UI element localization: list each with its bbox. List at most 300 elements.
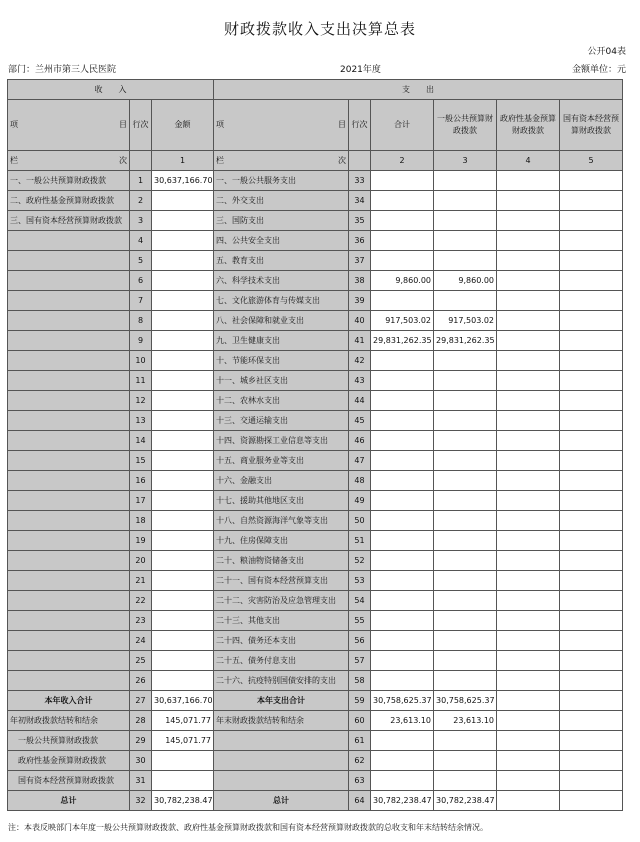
income-item-label	[8, 291, 130, 311]
expense-total	[371, 651, 434, 671]
expense-capital-budget	[560, 511, 623, 531]
expense-total	[371, 471, 434, 491]
income-line-blank	[130, 151, 152, 171]
expense-line-no: 50	[349, 511, 371, 531]
income-item-label	[8, 571, 130, 591]
income-item-label	[8, 371, 130, 391]
expense-fund-budget	[497, 491, 560, 511]
expense-item-label: 十三、交通运输支出	[214, 411, 349, 431]
income-line-no: 11	[130, 371, 152, 391]
expense-item-label: 十八、自然资源海洋气象等支出	[214, 511, 349, 531]
expense-general-budget: 30,758,625.37	[434, 691, 497, 711]
table-row	[8, 331, 623, 351]
expense-line-no: 35	[349, 211, 371, 231]
income-item-label: 二、政府性基金预算财政拨款	[8, 191, 130, 211]
income-summary-label: 政府性基金预算财政拨款	[8, 751, 130, 771]
income-item-label	[8, 431, 130, 451]
income-line-no: 15	[130, 451, 152, 471]
expense-item-label: 十、节能环保支出	[214, 351, 349, 371]
summary-row	[8, 791, 623, 811]
expense-fund-budget	[497, 211, 560, 231]
table-row	[8, 171, 623, 191]
expense-line-no: 48	[349, 471, 371, 491]
income-amount	[152, 291, 214, 311]
expense-fund-budget	[497, 671, 560, 691]
expense-general-budget	[434, 431, 497, 451]
expense-item-label: 二十二、灾害防治及应急管理支出	[214, 591, 349, 611]
income-amount	[152, 551, 214, 571]
income-amount	[152, 331, 214, 351]
expense-line-no: 64	[349, 791, 371, 811]
income-line-no-header: 行次	[130, 100, 152, 151]
income-item-label	[8, 651, 130, 671]
expense-general-budget	[434, 231, 497, 251]
expense-line-no: 38	[349, 271, 371, 291]
table-row	[8, 531, 623, 551]
income-amount	[152, 491, 214, 511]
expense-line-no: 55	[349, 611, 371, 631]
table-row	[8, 671, 623, 691]
total-header: 合计	[371, 100, 434, 151]
table-row	[8, 511, 623, 531]
group-header-row	[8, 80, 623, 100]
expense-general-budget	[434, 591, 497, 611]
table-body	[8, 171, 623, 811]
expense-line-no: 63	[349, 771, 371, 791]
expense-capital-budget	[560, 431, 623, 451]
income-line-no: 9	[130, 331, 152, 351]
income-line-no: 17	[130, 491, 152, 511]
income-amount	[152, 751, 214, 771]
expense-fund-budget	[497, 311, 560, 331]
expense-line-no: 37	[349, 251, 371, 271]
expense-fund-budget	[497, 731, 560, 751]
income-line-no: 29	[130, 731, 152, 751]
income-group-header: 收 入	[8, 80, 214, 100]
table-row	[8, 371, 623, 391]
column-number-row	[8, 151, 623, 171]
expense-general-budget	[434, 211, 497, 231]
expense-total	[371, 611, 434, 631]
income-line-no: 19	[130, 531, 152, 551]
expense-line-no: 39	[349, 291, 371, 311]
income-line-no: 30	[130, 751, 152, 771]
expense-total	[371, 291, 434, 311]
expense-total: 917,503.02	[371, 311, 434, 331]
income-amount	[152, 431, 214, 451]
table-row	[8, 451, 623, 471]
income-line-no: 22	[130, 591, 152, 611]
income-line-no: 2	[130, 191, 152, 211]
expense-general-budget	[434, 471, 497, 491]
income-amount	[152, 531, 214, 551]
expense-capital-budget	[560, 591, 623, 611]
expense-line-blank	[349, 151, 371, 171]
income-line-no: 26	[130, 671, 152, 691]
expense-line-no: 54	[349, 591, 371, 611]
table-row	[8, 251, 623, 271]
form-code: 公开04表	[587, 47, 626, 57]
income-amount	[152, 271, 214, 291]
expense-item-label: 二、外交支出	[214, 191, 349, 211]
income-summary-label: 本年收入合计	[8, 691, 130, 711]
expense-total	[371, 451, 434, 471]
expense-general-budget	[434, 291, 497, 311]
income-amount	[152, 391, 214, 411]
expense-item-label: 二十五、债务付息支出	[214, 651, 349, 671]
expense-line-no: 57	[349, 651, 371, 671]
footnote: 注：本表反映部门本年度一般公共预算财政拨款、政府性基金预算财政拨款和国有资本经营预算财政拨款的总收支和年末结转结余情况。	[8, 823, 488, 832]
expense-item-label: 十二、农林水支出	[214, 391, 349, 411]
expense-line-no: 44	[349, 391, 371, 411]
income-amount: 145,071.77	[152, 711, 214, 731]
expense-fund-budget	[497, 431, 560, 451]
expense-fund-budget	[497, 171, 560, 191]
expense-line-no: 51	[349, 531, 371, 551]
expense-general-budget	[434, 771, 497, 791]
income-line-no: 3	[130, 211, 152, 231]
expense-fund-budget	[497, 291, 560, 311]
expense-line-no: 59	[349, 691, 371, 711]
expense-fund-budget	[497, 411, 560, 431]
expense-fund-budget	[497, 451, 560, 471]
expense-summary-label	[214, 751, 349, 771]
income-amount	[152, 671, 214, 691]
income-item-label	[8, 551, 130, 571]
expense-col-label: 栏 次	[214, 151, 349, 171]
income-amount	[152, 591, 214, 611]
income-line-no: 6	[130, 271, 152, 291]
income-line-no: 8	[130, 311, 152, 331]
income-amount: 145,071.77	[152, 731, 214, 751]
expense-capital-budget	[560, 331, 623, 351]
income-line-no: 27	[130, 691, 152, 711]
income-line-no: 12	[130, 391, 152, 411]
expense-capital-budget	[560, 711, 623, 731]
expense-general-budget: 23,613.10	[434, 711, 497, 731]
expense-line-no: 62	[349, 751, 371, 771]
expense-total: 23,613.10	[371, 711, 434, 731]
income-item-label	[8, 671, 130, 691]
expense-fund-budget	[497, 711, 560, 731]
expense-line-no-header: 行次	[349, 100, 371, 151]
income-item-label	[8, 471, 130, 491]
fund-budget-header: 政府性基金预算财政拨款	[497, 100, 560, 151]
expense-general-budget	[434, 531, 497, 551]
income-amount	[152, 311, 214, 331]
expense-capital-budget	[560, 531, 623, 551]
income-amount	[152, 571, 214, 591]
expense-total	[371, 351, 434, 371]
expense-general-budget: 30,782,238.47	[434, 791, 497, 811]
income-line-no: 5	[130, 251, 152, 271]
expense-capital-budget	[560, 191, 623, 211]
expense-general-budget	[434, 451, 497, 471]
expense-item-label: 二十一、国有资本经营预算支出	[214, 571, 349, 591]
col-number-5: 5	[560, 151, 623, 171]
expense-total	[371, 591, 434, 611]
table-row	[8, 631, 623, 651]
expense-total	[371, 171, 434, 191]
general-budget-header: 一般公共预算财政拨款	[434, 100, 497, 151]
expense-general-budget	[434, 171, 497, 191]
income-line-no: 1	[130, 171, 152, 191]
expense-capital-budget	[560, 371, 623, 391]
expense-total	[371, 571, 434, 591]
income-item-label	[8, 251, 130, 271]
expense-general-budget: 29,831,262.35	[434, 331, 497, 351]
table-row	[8, 211, 623, 231]
income-line-no: 20	[130, 551, 152, 571]
expense-general-budget	[434, 651, 497, 671]
expense-total	[371, 771, 434, 791]
income-item-label	[8, 311, 130, 331]
income-amount	[152, 631, 214, 651]
expense-total	[371, 211, 434, 231]
capital-budget-header: 国有资本经营预算财政拨款	[560, 100, 623, 151]
expense-total	[371, 631, 434, 651]
expense-line-no: 43	[349, 371, 371, 391]
unit-label: 金额单位：元	[571, 65, 626, 75]
income-line-no: 16	[130, 471, 152, 491]
expense-general-budget	[434, 611, 497, 631]
expense-fund-budget	[497, 191, 560, 211]
table-row	[8, 431, 623, 451]
expense-capital-budget	[560, 251, 623, 271]
expense-fund-budget	[497, 571, 560, 591]
expense-item-label: 一、一般公共服务支出	[214, 171, 349, 191]
expense-item-label: 五、教育支出	[214, 251, 349, 271]
expense-total	[371, 231, 434, 251]
expense-capital-budget	[560, 671, 623, 691]
expense-total	[371, 251, 434, 271]
expense-line-no: 56	[349, 631, 371, 651]
expense-line-no: 47	[349, 451, 371, 471]
col-number-2: 2	[371, 151, 434, 171]
expense-fund-budget	[497, 791, 560, 811]
col-number-4: 4	[497, 151, 560, 171]
expense-fund-budget	[497, 631, 560, 651]
expense-line-no: 49	[349, 491, 371, 511]
expense-total: 30,758,625.37	[371, 691, 434, 711]
expense-fund-budget	[497, 351, 560, 371]
expense-line-no: 45	[349, 411, 371, 431]
table-row	[8, 611, 623, 631]
expense-line-no: 42	[349, 351, 371, 371]
expense-general-budget	[434, 731, 497, 751]
expense-item-label: 十七、援助其他地区支出	[214, 491, 349, 511]
expense-item-label: 六、科学技术支出	[214, 271, 349, 291]
expense-total	[371, 191, 434, 211]
expense-total	[371, 431, 434, 451]
expense-line-no: 58	[349, 671, 371, 691]
expense-total	[371, 371, 434, 391]
income-item-label	[8, 331, 130, 351]
expense-capital-budget	[560, 611, 623, 631]
income-line-no: 7	[130, 291, 152, 311]
income-line-no: 31	[130, 771, 152, 791]
income-item-header: 项 目	[8, 100, 130, 151]
income-item-label	[8, 451, 130, 471]
table-row	[8, 351, 623, 371]
fiscal-summary-table	[7, 79, 623, 811]
expense-general-budget	[434, 491, 497, 511]
expense-item-label: 十六、金融支出	[214, 471, 349, 491]
income-amount	[152, 371, 214, 391]
expense-fund-budget	[497, 531, 560, 551]
income-summary-label: 总计	[8, 791, 130, 811]
income-line-no: 13	[130, 411, 152, 431]
table-row	[8, 191, 623, 211]
expense-general-budget: 9,860.00	[434, 271, 497, 291]
summary-row	[8, 691, 623, 711]
income-line-no: 28	[130, 711, 152, 731]
expense-capital-budget	[560, 231, 623, 251]
income-line-no: 14	[130, 431, 152, 451]
table-row	[8, 311, 623, 331]
expense-general-budget	[434, 391, 497, 411]
expense-line-no: 40	[349, 311, 371, 331]
expense-general-budget: 917,503.02	[434, 311, 497, 331]
income-line-no: 25	[130, 651, 152, 671]
table-row	[8, 651, 623, 671]
income-item-label	[8, 511, 130, 531]
expense-capital-budget	[560, 451, 623, 471]
expense-general-budget	[434, 551, 497, 571]
income-amount	[152, 211, 214, 231]
expense-capital-budget	[560, 311, 623, 331]
income-line-no: 10	[130, 351, 152, 371]
expense-line-no: 36	[349, 231, 371, 251]
table-row	[8, 491, 623, 511]
expense-total	[371, 391, 434, 411]
expense-general-budget	[434, 671, 497, 691]
expense-capital-budget	[560, 571, 623, 591]
expense-fund-budget	[497, 331, 560, 351]
summary-row	[8, 771, 623, 791]
expense-capital-budget	[560, 731, 623, 751]
expense-item-label: 十四、资源勘探工业信息等支出	[214, 431, 349, 451]
expense-item-label: 七、文化旅游体育与传媒支出	[214, 291, 349, 311]
expense-capital-budget	[560, 391, 623, 411]
income-item-label	[8, 411, 130, 431]
expense-item-label: 二十四、债务还本支出	[214, 631, 349, 651]
income-amount	[152, 351, 214, 371]
expense-line-no: 41	[349, 331, 371, 351]
expense-total	[371, 731, 434, 751]
income-item-label	[8, 491, 130, 511]
expense-item-label: 十一、城乡社区支出	[214, 371, 349, 391]
expense-capital-budget	[560, 631, 623, 651]
income-item-label	[8, 611, 130, 631]
income-line-no: 4	[130, 231, 152, 251]
income-amount	[152, 411, 214, 431]
expense-general-budget	[434, 751, 497, 771]
income-line-no: 21	[130, 571, 152, 591]
table-row	[8, 291, 623, 311]
income-item-label	[8, 591, 130, 611]
expense-group-header: 支 出	[214, 80, 623, 100]
income-amount	[152, 611, 214, 631]
table-row	[8, 591, 623, 611]
expense-fund-budget	[497, 691, 560, 711]
income-amount	[152, 251, 214, 271]
expense-capital-budget	[560, 771, 623, 791]
expense-general-budget	[434, 191, 497, 211]
expense-general-budget	[434, 251, 497, 271]
table-row	[8, 551, 623, 571]
income-amount-header: 金额	[152, 100, 214, 151]
expense-item-label: 二十六、抗疫特别国债安排的支出	[214, 671, 349, 691]
expense-general-budget	[434, 631, 497, 651]
col-number-1: 1	[152, 151, 214, 171]
expense-line-no: 61	[349, 731, 371, 751]
year-label: 2021年度	[340, 65, 381, 75]
expense-capital-budget	[560, 411, 623, 431]
table-row	[8, 391, 623, 411]
expense-fund-budget	[497, 651, 560, 671]
expense-line-no: 52	[349, 551, 371, 571]
table-row	[8, 571, 623, 591]
expense-capital-budget	[560, 651, 623, 671]
income-amount: 30,782,238.47	[152, 791, 214, 811]
expense-summary-label: 总计	[214, 791, 349, 811]
expense-total	[371, 511, 434, 531]
department-label: 部门：兰州市第三人民医院	[8, 65, 117, 75]
income-col-label: 栏 次	[8, 151, 130, 171]
expense-capital-budget	[560, 291, 623, 311]
expense-general-budget	[434, 511, 497, 531]
expense-total: 30,782,238.47	[371, 791, 434, 811]
expense-summary-label: 本年支出合计	[214, 691, 349, 711]
expense-fund-budget	[497, 611, 560, 631]
table-row	[8, 411, 623, 431]
income-amount	[152, 451, 214, 471]
expense-fund-budget	[497, 771, 560, 791]
income-line-no: 32	[130, 791, 152, 811]
expense-summary-label: 年末财政拨款结转和结余	[214, 711, 349, 731]
expense-item-label: 十五、商业服务业等支出	[214, 451, 349, 471]
expense-capital-budget	[560, 551, 623, 571]
report-title: 财政拨款收入支出决算总表	[223, 20, 416, 38]
summary-row	[8, 751, 623, 771]
expense-line-no: 33	[349, 171, 371, 191]
income-amount	[152, 771, 214, 791]
summary-row	[8, 711, 623, 731]
table-row	[8, 271, 623, 291]
table-row	[8, 471, 623, 491]
expense-capital-budget	[560, 171, 623, 191]
expense-total	[371, 751, 434, 771]
income-amount	[152, 191, 214, 211]
column-header-row	[8, 100, 623, 151]
income-item-label	[8, 531, 130, 551]
income-item-label	[8, 391, 130, 411]
summary-row	[8, 731, 623, 751]
expense-total	[371, 671, 434, 691]
expense-fund-budget	[497, 391, 560, 411]
expense-capital-budget	[560, 491, 623, 511]
expense-general-budget	[434, 351, 497, 371]
income-line-no: 18	[130, 511, 152, 531]
expense-summary-label	[214, 771, 349, 791]
expense-total	[371, 551, 434, 571]
expense-item-label: 二十三、其他支出	[214, 611, 349, 631]
expense-total: 9,860.00	[371, 271, 434, 291]
income-amount	[152, 231, 214, 251]
income-item-label	[8, 631, 130, 651]
income-item-label	[8, 231, 130, 251]
